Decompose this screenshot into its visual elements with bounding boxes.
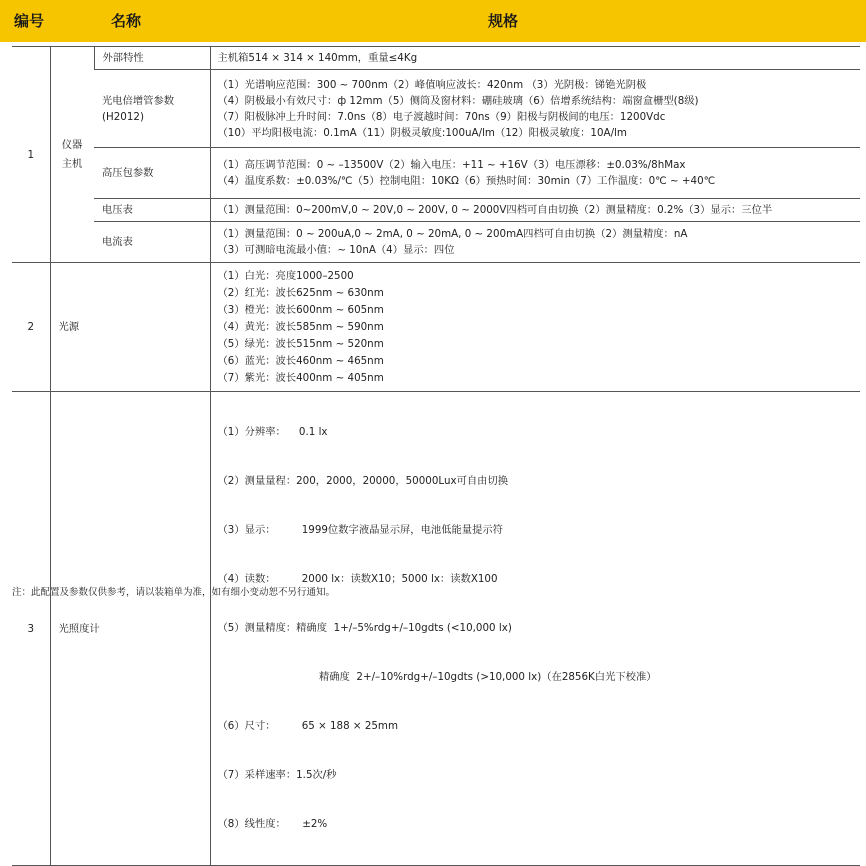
table-row [12,222,860,263]
item-name-text: 光电倍增管参数 (H2012) [102,94,175,123]
item-spec [210,199,860,222]
spec-line: （4）读数： 2000 lx：读数X10；5000 lx：读数X100 [217,573,498,585]
item-name: 外部特性 [94,47,210,70]
row-number: 1 [12,47,50,263]
spec-line: （7）阳极脉冲上升时间：7.0ns（8）电子渡越时间：70ns（9）阳极与阴极间的电压：1200Vdc [217,110,666,123]
item-spec [210,47,860,70]
spec-line: （1）高压调节范围：0 ~ –13500V（2）输入电压：+11 ~ +16V（3）电压漂移：±0.03%/8hMax [217,159,686,171]
footnote: 注：此配置及参数仅供参考，请以装箱单为准，如有细小变动恕不另行通知。 [12,587,336,598]
spec-line: （5）测量精度：精确度 1+/–5%rdg+/–10gdts (<10,000 lx) [217,622,512,634]
item-spec [210,263,860,392]
spec-line: （10）平均阳极电流：0.1mA（11）阴极灵敏度:100uA/lm（12）阳极灵敏度：10A/lm [217,126,627,139]
spec-line: （1）测量范围：0 ~ 200uA,0 ~ 2mA, 0 ~ 20mA, 0 ~ 200mA四档可自由切换（2）测量精度：nA [217,228,688,240]
table-row [12,148,860,199]
spec-table [12,46,860,866]
spec-line: （6）尺寸： 65 × 188 × 25mm [217,720,398,732]
spec-line: （7）采样速率：1.5次/秒 [217,769,337,781]
spec-line: （2）红光：波长625nm ~ 630nm [217,286,384,299]
item-name: 高压包参数 [94,148,210,199]
spec-line: （1）分辨率： 0.1 lx [217,426,328,438]
item-name: 光照度计 [50,392,210,866]
row-number: 3 [12,392,50,866]
category-cell [50,47,94,263]
table-row [12,199,860,222]
table-row [12,47,860,70]
table-header-bar [0,0,866,42]
item-spec [210,392,860,866]
spec-line: （6）蓝光：波长460nm ~ 465nm [217,354,384,367]
item-spec [210,70,860,148]
item-name: 电流表 [94,222,210,263]
spec-line: （8）线性度： ±2% [217,818,328,830]
row-number: 2 [12,263,50,392]
spec-line: （1）测量范围：0~200mV,0 ~ 20V,0 ~ 200V, 0 ~ 2000V四档可自由切换（2）测量精度：0.2%（3）显示：三位半 [217,204,773,216]
spec-line: （7）紫光：波长400nm ~ 405nm [217,371,384,384]
item-spec [210,148,860,199]
table-row [12,263,860,392]
table-row [12,70,860,148]
spec-line: （4）阴极最小有效尺寸：ф 12mm（5）侧筒及窗材料：硼硅玻璃（6）倍增系统结构：端窗盒栅型(8级) [217,94,699,107]
item-spec [210,222,860,263]
spec-line: （3）显示： 1999位数字液晶显示屏，电池低能量提示符 [217,524,503,536]
item-name: 电压表 [94,199,210,222]
spec-line: （1）白光：亮度1000–2500 [217,269,354,282]
category-line: 仪器 [61,138,83,151]
spec-line: （1）光谱响应范围：300 ~ 700nm（2）峰值响应波长：420nm （3）光阴极：锑铯光阴极 [217,78,647,91]
header-spec: 规格 [488,12,519,30]
spec-line: （4）温度系数：±0.03%/℃（5）控制电阻：10KΩ（6）预热时间：30min（7）工作温度：0℃ ~ +40℃ [217,175,716,187]
spec-line: （2）测量量程：200，2000，20000，50000Lux可自由切换 [217,475,509,487]
spec-line: （5）绿光：波长515nm ~ 520nm [217,337,384,350]
table-row [12,392,860,866]
category-line: 主机 [61,157,83,170]
spec-line: （3）橙光：波长600nm ~ 605nm [217,303,384,316]
item-name [94,70,210,148]
item-name: 光源 [50,263,210,392]
spec-line: 精确度 2+/–10%rdg+/–10gdts (>10,000 lx)（在2856K白光下校准） [217,671,657,683]
header-name: 名称 [111,12,142,30]
header-number: 编号 [14,12,45,30]
spec-line: （4）黄光：波长585nm ~ 590nm [217,320,384,333]
spec-line: （3）可测暗电流最小值：~ 10nA（4）显示：四位 [217,244,455,256]
spec-line: 主机箱514 × 314 × 140mm，重量≤4Kg [217,52,418,64]
